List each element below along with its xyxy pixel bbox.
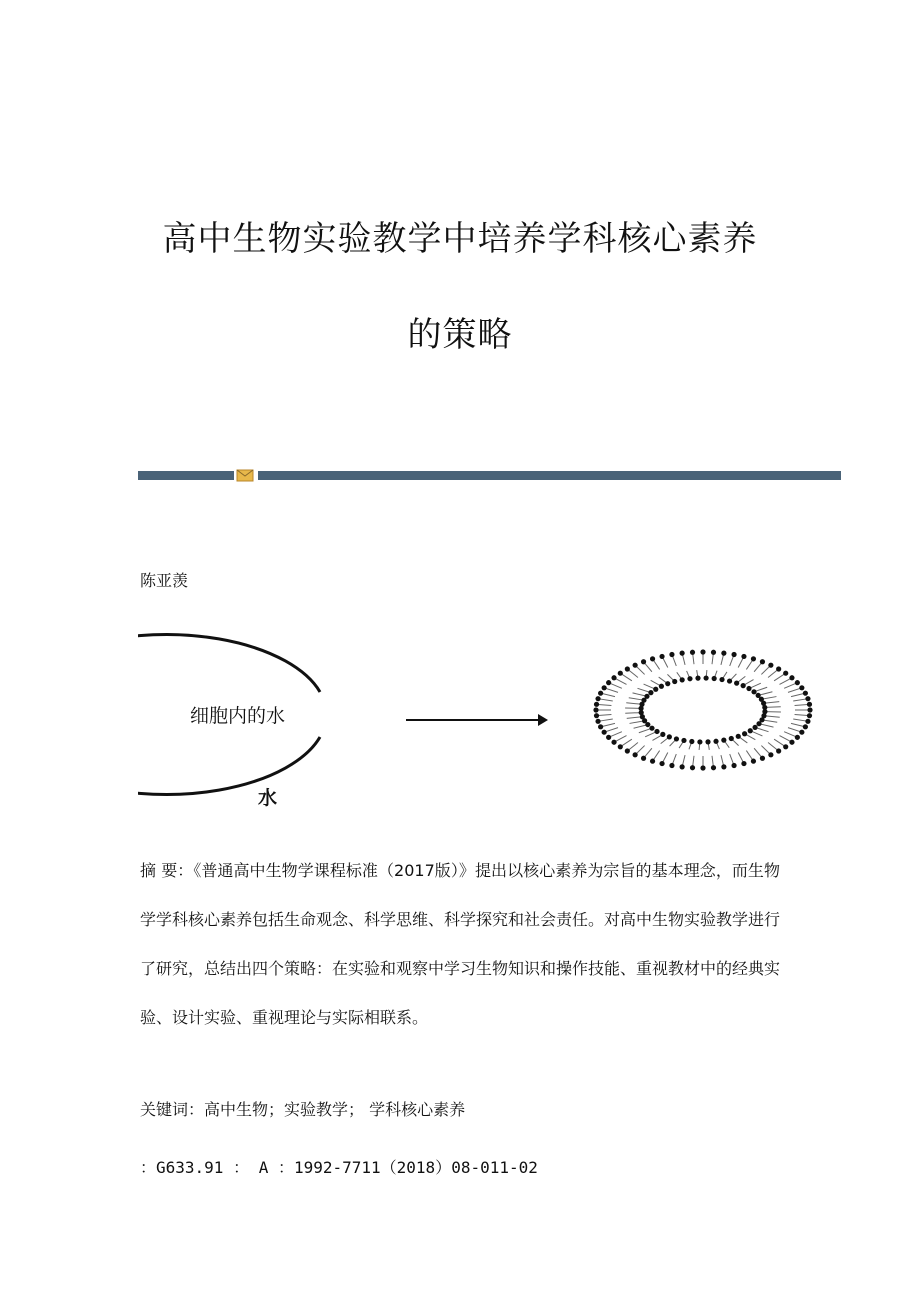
lipid-head (731, 763, 736, 768)
lipid-head (654, 729, 659, 734)
lipid-head (669, 763, 674, 768)
lipid-head (700, 765, 705, 770)
figure-diagram (138, 622, 830, 814)
author-name: 陈亚羡 (140, 571, 189, 590)
figure-inner-label: 细胞内的水 (190, 705, 286, 727)
lipid-head (741, 761, 746, 766)
lipid-head (731, 652, 736, 657)
lipid-head (611, 675, 616, 680)
lipid-head (618, 671, 623, 676)
lipid-head (606, 735, 611, 740)
lipid-head (789, 740, 794, 745)
lipid-head (807, 707, 812, 712)
lipid-head (672, 679, 677, 684)
lipid-head (751, 689, 756, 694)
lipid-head (741, 683, 746, 688)
lipid-head (650, 656, 655, 661)
figure-outer-label: 水 (258, 787, 278, 809)
lipid-head (625, 666, 630, 671)
lipid-head (799, 730, 804, 735)
lipid-head (705, 739, 710, 744)
lipid-head (746, 686, 751, 691)
phospholipid-ring (593, 649, 812, 770)
lipid-head (807, 702, 812, 707)
lipid-head (659, 761, 664, 766)
envelope-icon (236, 469, 254, 482)
lipid-head (721, 764, 726, 769)
lipid-head (748, 728, 753, 733)
lipid-head (711, 765, 716, 770)
lipid-head (700, 649, 705, 654)
title-line-2: 的策略 (407, 315, 513, 355)
lipid-head (721, 651, 726, 656)
lipid-head (641, 756, 646, 761)
title-line-1: 高中生物实验教学中培养学科核心素养 (162, 219, 758, 259)
lipid-head (594, 713, 599, 718)
lipid-head (795, 735, 800, 740)
lipid-head (625, 748, 630, 753)
lipid-head (803, 691, 808, 696)
lipid-head (593, 707, 598, 712)
lipid-head (729, 736, 734, 741)
lipid-head (756, 721, 761, 726)
lipid-head (741, 654, 746, 659)
lipid-head (650, 759, 655, 764)
lipid-head (795, 680, 800, 685)
divider-left (138, 471, 234, 480)
lipid-head (736, 734, 741, 739)
classification-line: ：G633.91 ： A ：1992-7711（2018）08-011-02 (140, 1158, 538, 1177)
lipid-head (633, 663, 638, 668)
divider-right (258, 471, 841, 480)
lipid-head (598, 724, 603, 729)
lipid-head (680, 764, 685, 769)
lipid-head (680, 651, 685, 656)
lipid-head (669, 652, 674, 657)
lipid-head (751, 656, 756, 661)
lipid-head (660, 732, 665, 737)
lipid-head (752, 725, 757, 730)
lipid-head (768, 752, 773, 757)
lipid-head (689, 739, 694, 744)
lipid-head (783, 671, 788, 676)
lipid-head (803, 724, 808, 729)
lipid-head (805, 696, 810, 701)
lipid-head (598, 691, 603, 696)
abstract (140, 846, 780, 1042)
lipid-head (681, 738, 686, 743)
lipid-head (721, 738, 726, 743)
lipid-head (762, 705, 767, 710)
lipid-head (742, 731, 747, 736)
lipid-head (760, 659, 765, 664)
lipid-head (595, 696, 600, 701)
lipid-head (711, 650, 716, 655)
lipid-head (713, 739, 718, 744)
lipid-head (712, 676, 717, 681)
lipid-head (595, 719, 600, 724)
lipid-head (649, 726, 654, 731)
lipid-head (719, 677, 724, 682)
lipid-head (659, 684, 664, 689)
lipid-head (727, 678, 732, 683)
lipid-head (611, 740, 616, 745)
lipid-head (667, 734, 672, 739)
lipid-head (783, 744, 788, 749)
lipid-head (648, 690, 653, 695)
abstract-text: 《普通高中生物学课程标准（2017版）》提出以核心素养为宗旨的基本理念，而生物学学科核心素养包括生命观念、科学思维、科学探究和社会责任。对高中生物实验教学进行了研究，总结出四个策略：在实验和观察中学习生物知识和操作技能、重视教材中的经典实验、设计实验、重视理论与实际相联系。 (140, 861, 781, 1027)
lipid-head (633, 752, 638, 757)
lipid-head (674, 736, 679, 741)
lipid-head (690, 650, 695, 655)
lipid-head (594, 702, 599, 707)
lipid-head (695, 676, 700, 681)
lipid-head (703, 675, 708, 680)
lipid-head (618, 744, 623, 749)
lipid-head (602, 730, 607, 735)
lipid-head (697, 739, 702, 744)
figure-water-membrane (138, 622, 830, 814)
lipid-head (807, 713, 812, 718)
lipid-head (602, 685, 607, 690)
keywords-label: 关键词： (140, 1100, 205, 1119)
lipid-head (734, 681, 739, 686)
keywords (140, 1097, 465, 1120)
lipid-head (768, 663, 773, 668)
arrow-head (538, 714, 548, 726)
abstract-label: 摘 要： (140, 861, 194, 880)
lipid-head (690, 765, 695, 770)
lipid-head (641, 659, 646, 664)
lipid-head (751, 759, 756, 764)
lipid-head (659, 654, 664, 659)
lipid-head (653, 687, 658, 692)
lipid-head (760, 756, 765, 761)
lipid-head (644, 694, 649, 699)
lipid-head (606, 680, 611, 685)
lipid-head (776, 748, 781, 753)
lipid-head (687, 676, 692, 681)
lipid-head (805, 719, 810, 724)
keywords-items: 高中生物；实验教学； 学科核心素养 (204, 1100, 466, 1119)
lipid-head (665, 681, 670, 686)
lipid-head (789, 675, 794, 680)
lipid-head (776, 666, 781, 671)
lipid-head (799, 685, 804, 690)
lipid-head (680, 677, 685, 682)
